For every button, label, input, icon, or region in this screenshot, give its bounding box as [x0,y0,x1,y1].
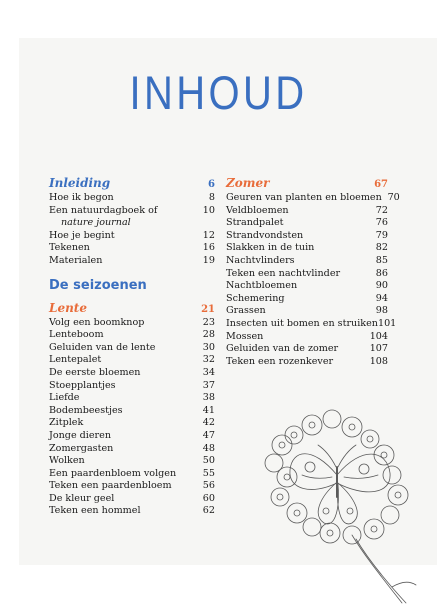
toc-entry-page: 23 [202,316,215,328]
toc-entry-page: 12 [202,229,215,241]
section-label: Lente [49,300,87,315]
toc-entry-page: 85 [375,254,388,266]
toc-entry-page: 42 [202,417,215,429]
section-label: Inleiding [49,176,111,190]
toc-entry-page: 60 [202,492,215,504]
toc-entry-page: 90 [375,280,388,292]
toc-entry-title: Geluiden van de zomer [226,343,339,355]
toc-entry-title: Slakken in de tuin [226,242,315,254]
toc-entry-page: 38 [202,392,215,404]
toc-entry-page: 104 [369,330,388,342]
toc-entry-title: Nachtbloemen [226,280,298,292]
toc-entry-title: Jonge dieren [49,429,111,441]
toc-entry [226,192,400,205]
toc-entry-title: Stoepplantjes [49,379,116,391]
toc-entry-title: Geluiden van de lente [49,341,156,353]
toc-left-column [49,176,215,518]
toc-entry-title: Geuren van planten en bloemen [226,192,382,203]
toc-entry-page: 70 [387,192,400,203]
toc-entry-page: 48 [202,442,215,454]
toc-entry [49,443,215,456]
toc-entry-page: 30 [202,341,215,353]
toc-entry-title: Teken een nachtvlinder [226,267,341,279]
toc-entry-title: Zomergasten [49,442,114,454]
toc-entry-title: Teken een rozenkever [226,355,334,367]
toc-entry [49,317,215,330]
toc-entry-title: Schemering [226,292,285,304]
toc-entry [226,356,388,369]
toc-entry [49,468,215,481]
toc-entry [49,242,215,255]
toc-entry [49,430,215,443]
lente-list [49,317,215,519]
toc-entry [226,205,388,218]
zomer-list [226,192,400,368]
toc-entry-title: De kleur geel [49,492,115,504]
toc-entry [49,392,215,405]
toc-entry-title: Materialen [49,254,103,266]
toc-entry-title: Strandvondsten [226,229,304,241]
toc-entry-page: 62 [202,505,215,517]
toc-entry-title: Een paardenbloem volgen [49,467,177,479]
toc-entry-page: 82 [375,242,388,254]
toc-entry [49,217,215,230]
section-inleiding [49,176,215,192]
toc-entry-title: Veldbloemen [226,204,289,216]
toc-entry [49,354,215,367]
toc-entry [49,192,215,205]
toc-entry [49,367,215,380]
toc-entry [226,255,388,268]
section-page: 21 [201,303,215,315]
toc-entry [49,480,215,493]
toc-entry-title: De eerste bloemen [49,366,141,378]
toc-entry-page: 19 [202,254,215,266]
toc-entry-title: Tekenen [49,242,90,254]
toc-entry [226,293,388,306]
toc-entry-title: nature journal [61,217,131,229]
toc-entry-page: 107 [369,343,388,355]
toc-entry-title: Teken een hommel [49,505,141,517]
section-zomer [226,176,388,192]
toc-entry-page: 16 [202,242,215,254]
toc-entry-page: 86 [375,267,388,279]
toc-entry-title: Hoe je begint [49,229,115,241]
section-label: Zomer [226,176,270,190]
toc-entry [226,217,388,230]
toc-entry-page: 72 [375,204,388,216]
toc-entry-title: Zitplek [49,417,84,429]
toc-entry-title: Teken een paardenbloem [49,480,172,492]
toc-entry-page: 28 [202,329,215,341]
toc-entry-page: 94 [375,292,388,304]
toc-entry-title: Wolken [49,455,85,467]
toc-entry-page: 108 [369,355,388,367]
toc-entry [226,230,388,243]
toc-entry [49,205,215,218]
toc-entry-title: Nachtvlinders [226,254,295,266]
toc-entry [226,242,388,255]
toc-entry [49,405,215,418]
toc-entry [49,493,215,506]
toc-entry-page: 79 [375,229,388,241]
toc-entry-title: Hoe ik begon [49,192,114,203]
inleiding-list [49,192,215,268]
toc-entry-page: 50 [202,455,215,467]
toc-entry-title: Strandpalet [226,217,284,229]
toc-entry-title: Bodembeestjes [49,404,123,416]
toc-entry [49,342,215,355]
toc-entry-title: Lentepalet [49,354,102,366]
toc-entry [226,331,388,344]
toc-entry-title: Een natuurdagboek of [49,204,158,216]
toc-entry-page: 41 [202,404,215,416]
toc-entry-page: 76 [375,217,388,229]
toc-entry [49,505,215,518]
toc-entry [49,455,215,468]
toc-entry [49,230,215,243]
toc-entry [226,317,397,331]
toc-entry-page: 47 [202,429,215,441]
toc-entry-page: 98 [375,305,388,317]
toc-entry-page: 8 [208,192,215,203]
toc-entry-page: 101 [377,317,397,329]
toc-entry-title: Volg een boomknop [49,316,145,328]
seizoenen-heading: De seizoenen [49,277,147,293]
toc-right-column [226,176,400,368]
page-title: INHOUD [129,66,308,119]
toc-entry-title: Mossen [226,330,264,342]
toc-entry-page: 37 [202,379,215,391]
toc-entry-page: 32 [202,354,215,366]
toc-entry-title: Liefde [49,392,80,404]
toc-entry [226,305,388,318]
toc-entry-title: Lenteboom [49,329,104,341]
toc-entry [49,255,215,268]
toc-entry [49,380,215,393]
toc-entry [226,280,388,293]
toc-entry-title: Insecten uit bomen en struiken [226,317,378,329]
toc-entry-page: 34 [202,366,215,378]
toc-entry [49,417,215,430]
section-page: 67 [374,179,388,190]
toc-entry [226,343,388,356]
section-lente [49,301,215,317]
toc-entry [226,268,388,281]
moth-on-flower-sketch [252,405,427,605]
toc-entry-page: 55 [202,467,215,479]
toc-entry-page: 10 [202,204,215,216]
toc-entry-title: Grassen [226,305,266,317]
toc-entry [49,329,215,342]
toc-entry-page: 56 [202,480,215,492]
section-page: 6 [208,179,215,190]
